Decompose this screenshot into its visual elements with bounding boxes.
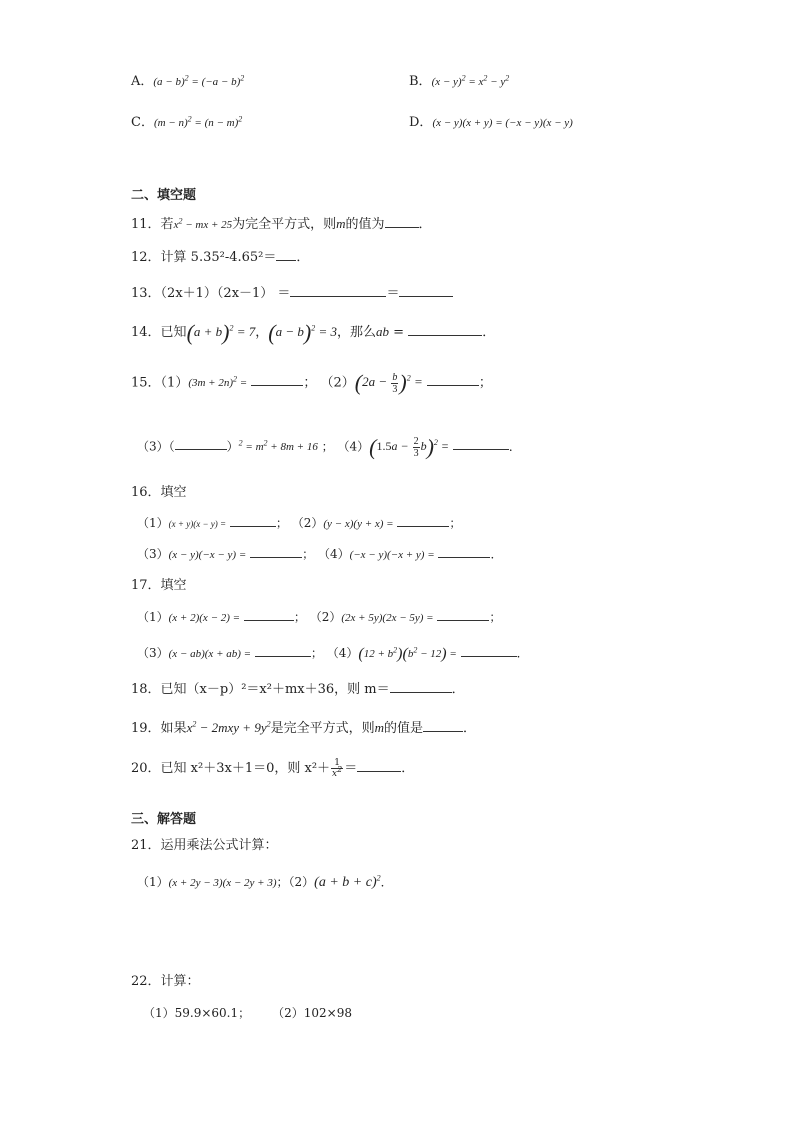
question-18: 18．已知（x－p）²＝x²＋mx＋36，则 m＝ ． (131, 682, 465, 697)
section-solve-title: 三、解答题 (131, 812, 197, 827)
answer-blank (461, 644, 517, 657)
answer-blank (423, 719, 463, 732)
answer-blank (290, 284, 386, 297)
question-17-line2: （3）(x − ab)(x + ab) = ； $(4)(12 + b^2)(b^2 - 12)$ = ． (137, 645, 529, 663)
answer-blank (437, 608, 489, 621)
option-a-formula: $(a - b)^2 = (-a - b)^2$ (153, 73, 245, 88)
answer-blank (250, 545, 302, 558)
answer-blank (453, 437, 509, 450)
option-c: C．$(m - n)^2 = (n - m)^2$ (131, 114, 243, 130)
question-14: 14．已知$(a + b)^2 = 7$，$(a - b)^2 = 3$，那么ab = ． (131, 320, 496, 346)
question-16-line2: （3）(x − y)(−x − y) = ； （4）(−x − y)(−x + y) = ． (137, 547, 503, 561)
question-16-line1: （1）(x + y)(x − y) = ； （2）(y − x)(y + x) = ； (137, 516, 462, 530)
question-20: 20．已知 x²＋3x＋1＝0，则 x²＋ $\frac{1}{x^2}$ ＝ ． (131, 758, 415, 779)
question-21-body: （1）(x + 2y − 3)(x − 2y + 3)；$(2)(a + b + c)^2$． (137, 873, 393, 890)
question-17-title: 17．填空 (131, 578, 187, 593)
question-22-body: （1）59.9×60.1； （2）102×98 (143, 1006, 353, 1020)
answer-blank (427, 373, 479, 386)
question-19: 19．如果$x^2 - 2mxy + 9y^2$是完全平方式，则m的值是 ． (131, 719, 477, 736)
answer-blank (438, 545, 490, 558)
section-fill-title: 二、填空题 (131, 188, 197, 203)
question-22-title: 22．计算： (131, 974, 200, 989)
answer-blank (255, 644, 311, 657)
answer-blank (244, 608, 294, 621)
answer-blank (276, 248, 296, 261)
answer-blank (399, 284, 453, 297)
option-a: A．$(a - b)^2 = (-a - b)^2$ (131, 73, 245, 89)
question-13: 13．（2x＋1）（2x－1） ＝ ＝ (131, 284, 453, 304)
answer-blank (385, 215, 419, 228)
option-d-formula: (x − y)(x + y) = (−x − y)(x − y) (432, 117, 573, 129)
option-b: B．$(x - y)^2 = x^2 - y^2$ (409, 73, 510, 89)
question-15-line2: （3）（ ）$^2 = m^2 + 8m + 16$ ； （4）(1.5a − $\frac{2}{3}$ b)$^2$ = ． (137, 434, 521, 460)
answer-blank (390, 680, 452, 693)
answer-blank (230, 514, 276, 527)
answer-blank (175, 437, 227, 450)
answer-blank (251, 373, 303, 386)
question-21-title: 21．运用乘法公式计算： (131, 838, 278, 853)
answer-blank (397, 514, 449, 527)
question-11: 11．若$x^2$ − mx + 25为完全平方式，则m的值为 ． (131, 216, 432, 232)
answer-blank (408, 323, 482, 336)
option-b-formula: $(x - y)^2 = x^2 - y^2$ (431, 73, 510, 88)
question-12: 12．计算 5.35²-4.65²＝ ． (131, 250, 310, 265)
option-c-formula: $(m - n)^2 = (n - m)^2$ (153, 114, 243, 129)
question-15-line1: 15．$(1)(3m + 2n)^2$ = ； （2）(2a − $\frac{b}{3}$ )$^2$ = ； (131, 370, 492, 396)
question-17-line1: （1）(x + 2)(x − 2) = ； （2）(2x + 5y)(2x − 5y) = ； (137, 610, 502, 624)
answer-blank (357, 759, 401, 772)
option-d: D．(x − y)(x + y) = (−x − y)(x − y) (409, 115, 573, 130)
question-16-title: 16．填空 (131, 485, 187, 500)
